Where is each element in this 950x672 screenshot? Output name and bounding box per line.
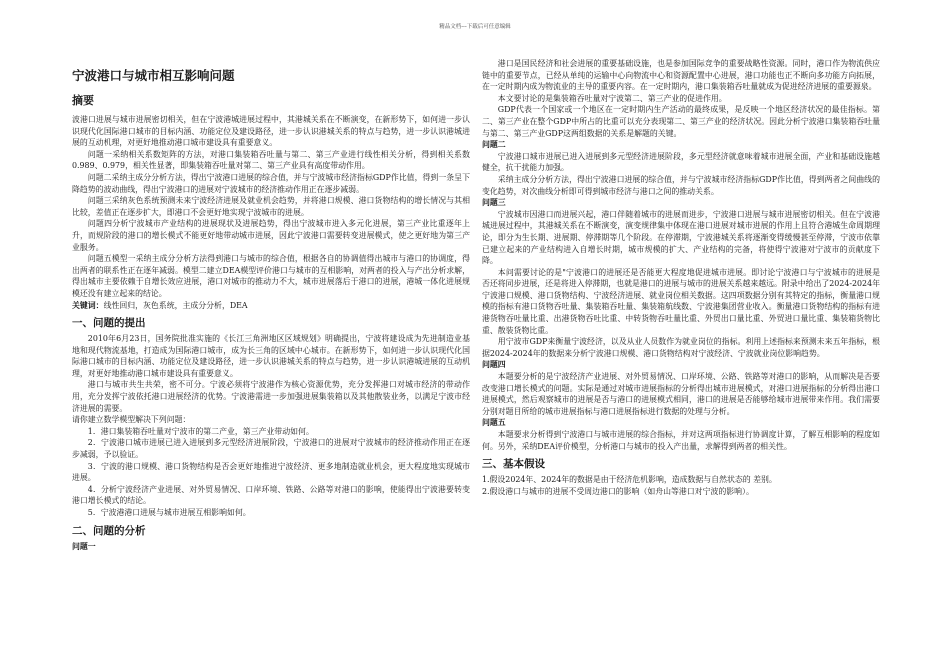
keywords-line bbox=[72, 300, 470, 312]
abstract-paragraph: 问题五模型一采纳主成分分析方法得到港口与城市的综合值，根据各自的协调值得出城市与港口的协调度，得出两者的联系性正在逐年减弱。模型二建立DEA模型评价港口与城市的互相影响，对两者的投入与产出分析求解，得出城市主要依赖于自增长效应进展，港口对城市的推动力不大，城市进展落后于港口的进展，港城一体化进展规模还没有建立起来的结论。 bbox=[72, 254, 470, 298]
section-paragraph: 采纳主成分分析方法，得出宁波港口进展的综合值，并与宁波城市经济指标GDP作比值，得到两者之间曲线的变化趋势，对次曲线分析即可得到城市经济与港口之间的推动关系。 bbox=[482, 174, 880, 196]
assumption-item: 1.假设2024年、2024年的数据是由于经济危机影响，造成数据与自然状态的 差别。 bbox=[482, 475, 777, 485]
right-column bbox=[482, 58, 880, 497]
page-header: 精品文档---下载后可任意编辑 bbox=[439, 24, 511, 30]
subsection-heading: 问题三 bbox=[482, 198, 506, 208]
abstract-paragraph: 问题一采纳相关系数矩阵的方法，对港口集装箱吞吐量与第二、第三产业进行线性相关分析，得到相关系数0.989、0.979，相关性显著，即集装箱吞吐量对第二、第三产业具有高度带动作用。 bbox=[72, 149, 470, 171]
subsection-heading: 问题二 bbox=[482, 140, 506, 150]
subsection-heading: 问题一 bbox=[72, 541, 96, 551]
section-paragraph: 宁波港口城市进展已进入进展到多元型经济进展阶段，多元型经济就意味着城市进展全面，产业和基础设施越健全，抗干扰能力加强。 bbox=[482, 151, 880, 173]
section-paragraph: 本问需要讨论的是"宁波港口的进展还是否能更大程度地促进城市进展。即讨论宁波港口与宁波城市的进展是否还将同步进展，还是将进入停滞期，也就是港口的进展与城市的进展关系越来越远。附录中给出了2024-2024年宁波港口规模、港口货物结构、宁波经济进展、就业岗位相关数据。这四项数据分别有其特定的指标，衡量港口规模的指标有港口货物吞吐量、集装箱吞吐量、集装箱航线数、宁波港集团营业收入。衡量港口货物结构的指标有进港货物吞吐量比重、出港货物吞吐比重、中转货物吞吐量比重、外贸出口量比重、外贸进口量比重、集装箱货物比重、散装货物比重。 bbox=[482, 267, 880, 335]
section-paragraph: 2010年6月23日，国务院批准实施的《长江三角洲地区区域规划》明确提出，宁波将建设成为先进制造业基地和现代物流基地，打造成为国际港口城市，成为长三角的区域中心城市。在新形势下，如何进一步认识现代化国际港口城市的目标内涵、功能定位及建设路径，进一步认识港城关系的特点与趋势，进一步认识港城进展的互动机理，对更好地推动港口城市建设具有重要意义。 bbox=[72, 334, 470, 378]
section-paragraph: 本题要求分析得到宁波港口与城市进展的综合指标，并对这两项指标进行协调度计算，了解互相影响的程度如何。另外，采纳DEA评价模型，分析港口与城市的投入产出量，求解得到两者的相关性。 bbox=[482, 430, 880, 451]
task-item: 2．宁波港口城市进展已进入进展到多元型经济进展阶段，宁波港口的进展对宁波城市的经济推动作用正在逐步减弱，予以验证。 bbox=[72, 438, 470, 460]
keywords-label: 关键词： bbox=[72, 300, 104, 310]
section-paragraph: 港口是国民经济和社会进展的重要基础设施，也是参加国际竞争的重要战略性资源。同时，港口作为物流供应链中的重要节点，已经从单纯的运输中心向物流中心和资源配置中心进展，港口功能也正不断向多功能方向拓展，在一定时期内成为物流业的主导的重要内容。在一定时期内，港口集装箱吞吐量就成为促进经济进展的重要源泉。 bbox=[482, 59, 880, 92]
section-paragraph: GDP代表一个国家或一个地区在一定时期内生产活动的最终成果，是反映一个地区经济状况的最佳指标。第二、第三产业在整个GDP中所占的比重可以充分表现第二、第三产业的经济状况。因此分析宁波港口集装箱吞吐量与第二、第三产业GDP这两组数据的关系是解题的关键。 bbox=[482, 105, 880, 138]
task-item: 5．宁波港港口进展与城市进展互相影响如何。 bbox=[87, 508, 251, 517]
task-item: 3．宁波的港口规模、港口货物结构是否会更好地推进宁波经济、更多地制造就业机会，更大程度地实现城市进展。 bbox=[72, 461, 470, 483]
section-paragraph: 用宁波市GDP来衡量宁波经济，以及从业人员数作为就业岗位的指标。利用上述指标来预测未来五年指标，根据2024-2024年的数据来分析宁波港口规模、港口货物结构对宁波经济、宁波就业岗位影响趋势。 bbox=[482, 337, 880, 358]
section-heading: 二、问题的分析 bbox=[72, 524, 146, 537]
abstract-heading: 摘要 bbox=[72, 94, 94, 107]
subsection-heading: 问题五 bbox=[482, 418, 506, 428]
abstract-paragraph: 波港口进展与城市进展密切相关，但在宁波港城进展过程中，其港城关系在不断演变，在新形势下，如何进一步认识现代化国际港口城市的目标内涵、功能定位及建设路径，进一步认识港城关系的特点与趋势，进一步认识港城进展的互动机理，对更好地推动港口城市建设具有重要意义。 bbox=[72, 115, 470, 148]
abstract-paragraph: 问题三采纳灰色系统预测未来宁波经济进展及就业机会趋势，并将港口规模、港口货物结构的增长情况与其相比较，差值正在逐步扩大，即港口不会更好地实现宁波城市的进展。 bbox=[72, 196, 470, 217]
task-item: 4．分析宁波经济产业进展、对外贸易情况、口岸环境、铁路、公路等对港口的影响，使能得出宁波港要转变港口增长模式的结论。 bbox=[72, 484, 470, 506]
section-paragraph: 港口与城市共生共荣，密不可分。宁波必须将宁波港作为核心资源优势，充分发挥港口对城市经济的带动作用，充分发挥宁波依托港口进展经济的优势。宁波港需进一步加强进展集装箱以及其他散装业务，以满足宁波市经济进展的需要。 bbox=[72, 380, 470, 413]
abstract-paragraph: 问题二采纳主成分分析方法，得出宁波港口进展的综合值，并与宁波城市经济指标GDP作比值，得到一条呈下降趋势的波动曲线，得出宁波港口的进展对宁波城市的经济推动作用正在逐步减弱。 bbox=[72, 172, 470, 194]
left-column bbox=[72, 60, 470, 552]
task-intro: 请你建立数学模型解决下列问题： bbox=[72, 415, 191, 425]
section-paragraph: 本题要分析的是宁波经济产业进展、对外贸易情况、口岸环境、公路、铁路等对港口的影响，从而解决是否要改变港口增长模式的问题。实际是通过对城市进展指标的分析得出城市进展模式，对港口进展指标的分析得出港口进展模式，然后观察城市的进展是否与港口的进展模式相同，港口的进展是否能够给城市进展带来作用。我们需要分别对题目所给的城市进展指标与港口进展指标进行数据的处理与分析。 bbox=[482, 372, 880, 416]
subsection-heading: 问题四 bbox=[482, 360, 506, 370]
paper-title: 宁波港口与城市相互影响问题 bbox=[72, 68, 235, 83]
section-heading: 一、问题的提出 bbox=[72, 317, 146, 330]
keywords-text: 线性回归，灰色系统，主成分分析，DEA bbox=[103, 300, 248, 310]
assumption-item: 2.假设港口与城市的进展不受周边港口的影响（如舟山等港口对宁波的影响）。 bbox=[482, 486, 754, 496]
abstract-paragraph: 问题四分析宁波城市产业结构的进展现状及进展趋势，得出宁波城市进入多元化进展，第三产业比重逐年上升，而规阶段的港口的增长模式不能更好地带动城市进展，因此宁波港口需要转变进展模式，使之更好地为第三产业服务。 bbox=[72, 219, 470, 252]
section-heading: 三、基本假设 bbox=[482, 458, 545, 471]
task-item: 1．港口集装箱吞吐量对宁波市的第二产业，第三产业带动如何。 bbox=[87, 426, 314, 436]
section-paragraph: 宁波城市因港口而进展兴起，港口伴随着城市的进展而进步，宁波港口进展与城市进展密切相关。但在宁波港城进展过程中，其港城关系在不断演变，演变规律集中体现在港口进展对城市进展的作用上且符合港城生命周期理论，即分为生长期、进展期、停滞期等几个阶段。在停滞期，宁波港城关系将逐渐变得缓慢甚至停滞，宁波市依靠已建立起来的产业结构进入自增长时期，城市规模的扩大、产业结构的完备，将使得宁波港对宁波市的贡献度下降。 bbox=[482, 209, 880, 266]
section-paragraph: 本文要讨论的是集装箱吞吐量对宁波第二、第三产业的促进作用。 bbox=[497, 93, 727, 103]
